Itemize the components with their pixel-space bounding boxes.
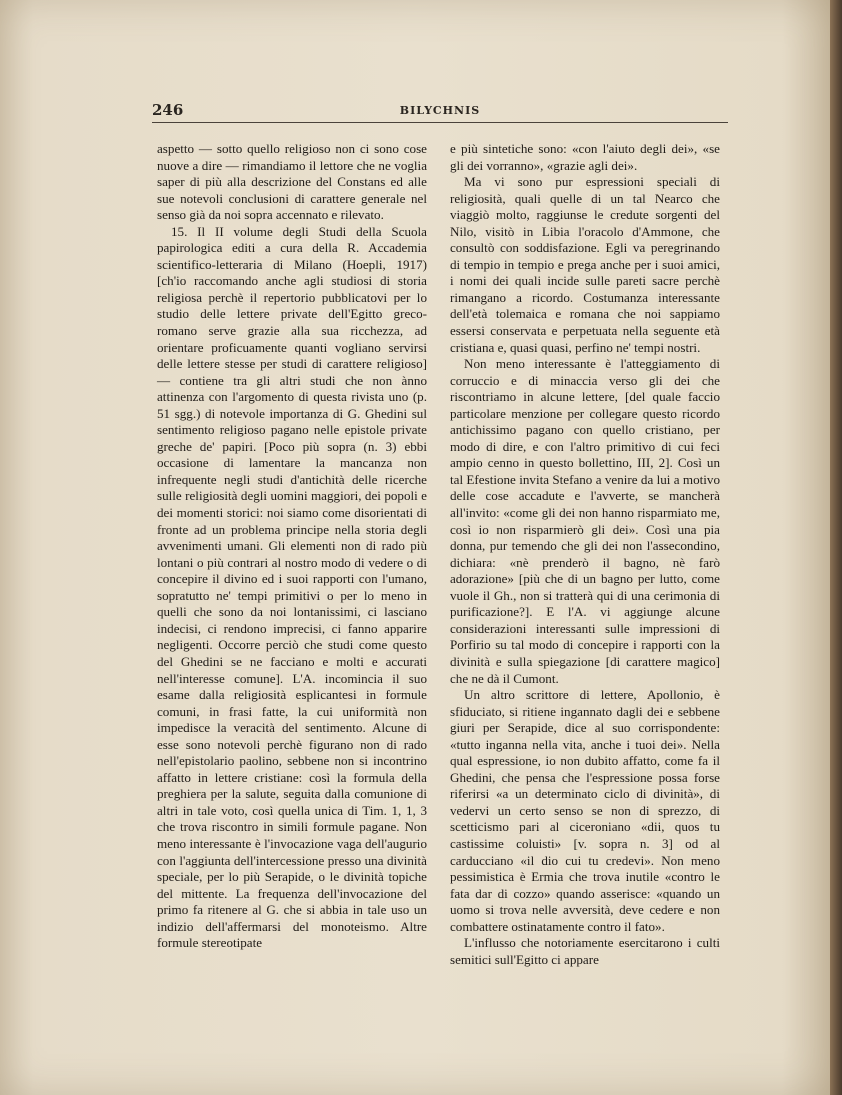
paragraph: Ma vi sono pur espressioni speciali di religiosità, quali quelle di un tal Nearco che viaggiò molto, raggiunse le credute sorgenti del Nilo, visitò in Libia l'oracolo d'Ammone, che consultò con soddisfazione. Egli va peregrinando di tempio in tempio e prega anche per i suoi amici, i nomi dei quali incide sulle pareti sacre perchè rimangano a ricordo. Costumanza interessante dell'età tolemaica e romana che noi sappiamo essersi conservata e perpetuata nella seguente età cristiana e, quasi quasi, perfino ne' tempi nostri.	[450, 174, 720, 355]
paragraph: Non meno interessante è l'atteggiamento di corruccio e di minaccia verso gli dei che riscontriamo in alcune lettere, [del quale faccio particolare menzione per collegare questo ricordo antichissimo pagano con quello cristiano, per modo di dire, e con l'altro primitivo di cui feci ampio cenno in questo bollettino, III, 2]. Così un tal Efestione invita Stefano a venire da lui a motivo delle cose accadute e l'avverte, se mancherà all'invito: «come gli dei non hanno risparmiato me, così io non risparmierò gli dei». Così una pia donna, pur temendo che gli dei non l'assecondino, dichiara: «nè prenderò il bagno, nè farò adorazione» [più che di un bagno per lutto, come vuole il Gh., non si tratterà qui di una cerimonia di purificazione?]. E l'A. vi aggiunge alcune considerazioni interessanti sulle impressioni di Porfirio su tal modo di concepire i rapporti con la divinità e sulla spiegazione [di carattere magico] che ne dà il Cumont.	[450, 356, 720, 686]
page-header	[152, 101, 728, 121]
page-number: 246	[152, 101, 184, 119]
running-title: BILYCHNIS	[399, 104, 481, 117]
book-edge	[830, 0, 842, 1095]
paragraph: e più sintetiche sono: «con l'aiuto degli dei», «se gli dei vorranno», «grazie agli dei».	[450, 141, 720, 173]
paragraph: 15. Il II volume degli Studi della Scuola papirologica editi a cura della R. Accademia scientifico-letteraria di Milano (Hoepli, 1917) [ch'io raccomando anche agli studiosi di storia religiosa perchè il repertorio pubblicatovi per lo studio delle lettere private dell'Egitto greco-romano serve grazie alla sua ricchezza, ad orientare proficuamente quanti vogliano servirsi delle lettere stesse per studi di carattere religioso] — contiene tra gli altri studi che non ànno attinenza con l'argomento di questa rivista uno (p. 51 sgg.) di notevole importanza di G. Ghedini sul sentimento religioso pagano nelle epistole private greche de' papiri. [Poco più sopra (n. 3) ebbi occasione di lamentare la mancanza non infrequente negli studi d'antichità delle ricerche sulle religiosità degli uomini maggiori, dei popoli e dei momenti storici: noi siamo come disorientati di fronte ad un problema principe nella storia degli avvenimenti umani. Gli elementi non di rado più lontani o più contrari al nostro modo di vedere o di concepire il divino ed i suoi rapporti con l'umano, sopratutto ne' tempi primitivi o per lo meno in quelli che sono da noi lontanissimi, ci lasciano indecisi, ci rendono imprecisi, ci fanno apparire negligenti. Occorre perciò che studi come questo del Ghedini se ne facciano e molti e accurati nell'interesse comune]. L'A. incomincia il suo esame dalla religiosità esplicantesi in formule comuni, in frasi fatte, la cui uniformità non impedisce la veracità del sentimento. Alcune di esse sono notevoli perchè figurano non di rado nell'epistolario paolino, sebbene non si incontrino affatto in lettere cristiane: così la formula della preghiera per la salute, seguita dalla comunione di altri in tale voto, così quella unica di Tim. 1, 1, 3 che trova riscontro in simili formule pagane. Non meno interessante è l'invocazione vaga dell'augurio con l'aggiunta dell'intercessione presso una divinità speciale, per lo più Serapide, o le divinità topiche del mittente. La frequenza dell'invocazione del primo fa ritenere al G. che si abbia in tale uso un indizio dell'affermarsi del monoteismo. Altre formule stereotipate	[157, 223, 427, 951]
header-rule	[152, 122, 728, 123]
right-column	[450, 141, 720, 967]
paragraph: L'influsso che notoriamente esercitarono i culti semitici sull'Egitto ci appare	[450, 935, 720, 967]
paragraph: Un altro scrittore di lettere, Apollonio, è sfiduciato, si ritiene ingannato dagli dei e sebbene giuri per Serapide, dice al suo corrispondente: «tutto inganna nella vita, anche i tuoi dei». Nella qual espressione, io non dubito affatto, come fa il Ghedini, che pensa che l'espressione possa forse riferirsi «a un determinato ciclo di divinità», di vedervi un certo senso se non di sprezzo, di scetticismo pari al ciceroniano «dii, quos tu castissime coluisti» [v. sopra n. 3] od al carducciano «il dio cui tu credevi». Non meno pessimistica è Ermia che trova inutile «contro le fata dar di cozzo» quando asserisce: «quando un uomo si trova nelle avversità, deve cedere e non combattere ostinatamente contro il fato».	[450, 687, 720, 934]
paragraph: aspetto — sotto quello religioso non ci sono cose nuove a dire — rimandiamo il lettore che ne voglia saper di più alla descrizione del Constans ed alle sue notevoli conclusioni di carattere generale nel senso già da noi sopra accennato e rilevato.	[157, 141, 427, 223]
left-column	[157, 141, 427, 951]
